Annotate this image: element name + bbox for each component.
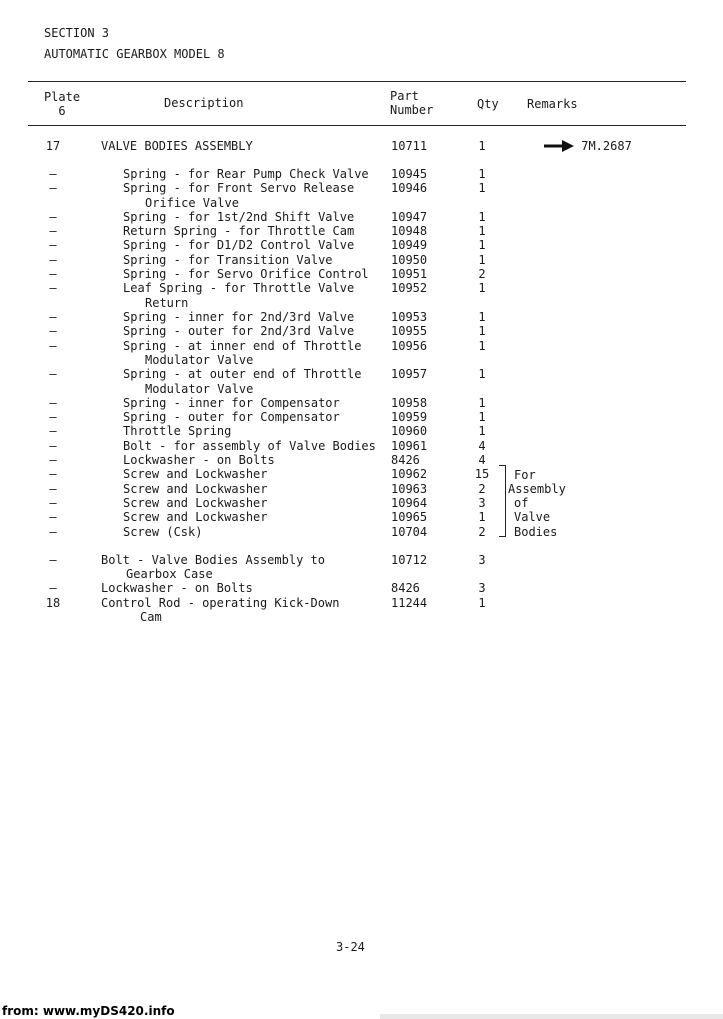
part-number-cell: 10956 bbox=[391, 339, 428, 353]
plate-cell: – bbox=[49, 553, 57, 567]
description-cell: Spring - outer for Compensator bbox=[123, 410, 340, 424]
plate-cell: – bbox=[49, 324, 57, 338]
plate-cell: – bbox=[49, 181, 57, 195]
table-row bbox=[0, 467, 723, 481]
plate-cell: – bbox=[49, 482, 57, 496]
table-row bbox=[0, 439, 723, 453]
description-cell: Modulator Valve bbox=[145, 353, 254, 367]
qty-cell: 15 bbox=[474, 467, 490, 481]
qty-cell: 1 bbox=[478, 139, 486, 153]
table-row bbox=[0, 396, 723, 410]
qty-cell: 4 bbox=[478, 453, 486, 467]
table-row bbox=[0, 167, 723, 181]
qty-cell: 3 bbox=[478, 553, 486, 567]
table-top-rule bbox=[28, 81, 686, 82]
table-row bbox=[0, 353, 723, 367]
table-row bbox=[0, 567, 723, 581]
remark-reference-text: 7M.2687 bbox=[581, 139, 632, 153]
plate-cell: – bbox=[49, 167, 57, 181]
description-cell: Return Spring - for Throttle Cam bbox=[123, 224, 355, 238]
part-number-cell: 8426 bbox=[391, 453, 420, 467]
table-row bbox=[0, 224, 723, 238]
qty-cell: 1 bbox=[478, 410, 486, 424]
part-number-cell: 10947 bbox=[391, 210, 428, 224]
plate-cell: – bbox=[49, 510, 57, 524]
description-cell: Screw and Lockwasher bbox=[123, 510, 268, 524]
qty-cell: 1 bbox=[478, 310, 486, 324]
table-row bbox=[0, 253, 723, 267]
description-cell: Lockwasher - on Bolts bbox=[123, 453, 275, 467]
table-header-rule bbox=[28, 125, 686, 126]
qty-cell: 1 bbox=[478, 424, 486, 438]
plate-cell: – bbox=[49, 224, 57, 238]
description-cell: Modulator Valve bbox=[145, 382, 254, 396]
qty-cell: 1 bbox=[478, 281, 486, 295]
description-cell: Spring - at inner end of Throttle bbox=[123, 339, 362, 353]
description-cell: Leaf Spring - for Throttle Valve bbox=[123, 281, 355, 295]
section-label: SECTION 3 bbox=[44, 26, 110, 40]
table-row bbox=[0, 281, 723, 295]
part-number-cell: 10946 bbox=[391, 181, 428, 195]
part-number-cell: 10712 bbox=[391, 553, 428, 567]
part-number-cell: 10949 bbox=[391, 238, 428, 252]
part-number-cell: 10953 bbox=[391, 310, 428, 324]
part-number-cell: 10951 bbox=[391, 267, 428, 281]
table-row bbox=[0, 610, 723, 624]
description-cell: Return bbox=[145, 296, 189, 310]
part-number-cell: 11244 bbox=[391, 596, 428, 610]
table-row bbox=[0, 482, 723, 496]
description-cell: Gearbox Case bbox=[126, 567, 213, 581]
description-cell: Control Rod - operating Kick-Down bbox=[101, 596, 340, 610]
part-number-cell: 10961 bbox=[391, 439, 428, 453]
table-row bbox=[0, 525, 723, 539]
part-number-cell: 10958 bbox=[391, 396, 428, 410]
table-row bbox=[0, 382, 723, 396]
table-row bbox=[0, 181, 723, 195]
qty-cell: 1 bbox=[478, 396, 486, 410]
qty-cell: 1 bbox=[478, 181, 486, 195]
part-number-cell: 10963 bbox=[391, 482, 428, 496]
source-footer: from: www.myDS420.info bbox=[2, 1004, 175, 1018]
qty-cell: 1 bbox=[478, 510, 486, 524]
table-row bbox=[0, 424, 723, 438]
plate-cell: – bbox=[49, 367, 57, 381]
qty-cell: 1 bbox=[478, 238, 486, 252]
qty-cell: 1 bbox=[478, 210, 486, 224]
remark-group-of: of bbox=[514, 496, 529, 510]
part-number-cell: 10960 bbox=[391, 424, 428, 438]
table-row bbox=[0, 296, 723, 310]
qty-cell: 1 bbox=[478, 339, 486, 353]
qty-cell: 1 bbox=[478, 167, 486, 181]
description-cell: Screw and Lockwasher bbox=[123, 482, 268, 496]
description-cell: Spring - for Servo Orifice Control bbox=[123, 267, 369, 281]
description-cell: Bolt - for assembly of Valve Bodies bbox=[123, 439, 376, 453]
part-number-cell: 10711 bbox=[391, 139, 428, 153]
description-cell: Spring - inner for 2nd/3rd Valve bbox=[123, 310, 355, 324]
part-number-cell: 10945 bbox=[391, 167, 428, 181]
plate-cell: – bbox=[49, 339, 57, 353]
table-row bbox=[0, 210, 723, 224]
part-number-cell: 10948 bbox=[391, 224, 428, 238]
description-cell: Spring - for Front Servo Release bbox=[123, 181, 355, 195]
table-row bbox=[0, 196, 723, 210]
plate-cell: – bbox=[49, 281, 57, 295]
plate-cell: 17 bbox=[45, 139, 61, 153]
page-number: 3-24 bbox=[336, 940, 365, 954]
part-number-cell: 10962 bbox=[391, 467, 428, 481]
table-row bbox=[0, 238, 723, 252]
qty-cell: 3 bbox=[478, 581, 486, 595]
part-number-cell: 10950 bbox=[391, 253, 428, 267]
qty-cell: 2 bbox=[478, 482, 486, 496]
plate-cell: – bbox=[49, 581, 57, 595]
part-number-cell: 10959 bbox=[391, 410, 428, 424]
table-row bbox=[0, 510, 723, 524]
qty-cell: 1 bbox=[478, 253, 486, 267]
remark-bracket-bottom bbox=[499, 524, 506, 537]
description-cell: Screw (Csk) bbox=[123, 525, 203, 539]
plate-cell: – bbox=[49, 410, 57, 424]
plate-cell: – bbox=[49, 267, 57, 281]
qty-cell: 3 bbox=[478, 496, 486, 510]
description-cell: VALVE BODIES ASSEMBLY bbox=[101, 139, 253, 153]
table-row bbox=[0, 267, 723, 281]
part-number-cell: 10955 bbox=[391, 324, 428, 338]
description-cell: Orifice Valve bbox=[145, 196, 239, 210]
qty-cell: 1 bbox=[478, 224, 486, 238]
description-cell: Throttle Spring bbox=[123, 424, 232, 438]
qty-cell: 1 bbox=[478, 324, 486, 338]
remark-group-valve: Valve bbox=[514, 510, 551, 524]
qty-cell: 1 bbox=[478, 596, 486, 610]
plate-cell: – bbox=[49, 467, 57, 481]
remark-reference bbox=[544, 139, 632, 153]
remark-group-assembly: Assembly bbox=[508, 482, 566, 496]
plate-cell: – bbox=[49, 453, 57, 467]
table-row bbox=[0, 496, 723, 510]
plate-cell: – bbox=[49, 396, 57, 410]
qty-cell: 2 bbox=[478, 267, 486, 281]
table-row bbox=[0, 310, 723, 324]
col-header-plate: Plate 6 bbox=[43, 90, 81, 118]
description-cell: Spring - at outer end of Throttle bbox=[123, 367, 362, 381]
plate-cell: – bbox=[49, 238, 57, 252]
table-row bbox=[0, 324, 723, 338]
table-row bbox=[0, 339, 723, 353]
part-number-cell: 10704 bbox=[391, 525, 428, 539]
description-cell: Spring - outer for 2nd/3rd Valve bbox=[123, 324, 355, 338]
table-row bbox=[0, 581, 723, 595]
remark-group-for: For bbox=[514, 468, 536, 482]
plate-cell: – bbox=[49, 496, 57, 510]
description-cell: Spring - for 1st/2nd Shift Valve bbox=[123, 210, 355, 224]
table-row bbox=[0, 453, 723, 467]
table-row bbox=[0, 553, 723, 567]
description-cell: Screw and Lockwasher bbox=[123, 467, 268, 481]
plate-cell: – bbox=[49, 525, 57, 539]
description-cell: Spring - for Transition Valve bbox=[123, 253, 333, 267]
description-cell: Lockwasher - on Bolts bbox=[101, 581, 253, 595]
part-number-cell: 10965 bbox=[391, 510, 428, 524]
remark-group-bodies: Bodies bbox=[514, 525, 558, 539]
description-cell: Cam bbox=[140, 610, 162, 624]
table-row bbox=[0, 410, 723, 424]
plate-cell: – bbox=[49, 253, 57, 267]
part-number-cell: 10964 bbox=[391, 496, 428, 510]
remark-bracket-line bbox=[505, 466, 506, 530]
description-cell: Spring - for Rear Pump Check Valve bbox=[123, 167, 369, 181]
footer-shade bbox=[380, 1014, 723, 1019]
arrow-right-icon bbox=[544, 139, 574, 153]
model-title: AUTOMATIC GEARBOX MODEL 8 bbox=[44, 47, 225, 61]
plate-cell: – bbox=[49, 439, 57, 453]
part-number-cell: 10957 bbox=[391, 367, 428, 381]
plate-cell: – bbox=[49, 210, 57, 224]
qty-cell: 2 bbox=[478, 525, 486, 539]
description-cell: Screw and Lockwasher bbox=[123, 496, 268, 510]
col-header-remarks: Remarks bbox=[527, 97, 578, 111]
plate-cell: – bbox=[49, 310, 57, 324]
col-header-part-number: Part Number bbox=[390, 89, 434, 117]
description-cell: Spring - inner for Compensator bbox=[123, 396, 340, 410]
col-header-qty: Qty bbox=[477, 97, 499, 111]
qty-cell: 4 bbox=[478, 439, 486, 453]
qty-cell: 1 bbox=[478, 367, 486, 381]
table-row bbox=[0, 596, 723, 610]
part-number-cell: 8426 bbox=[391, 581, 420, 595]
part-number-cell: 10952 bbox=[391, 281, 428, 295]
table-row bbox=[0, 367, 723, 381]
description-cell: Bolt - Valve Bodies Assembly to bbox=[101, 553, 325, 567]
col-header-description: Description bbox=[164, 96, 244, 110]
plate-cell: – bbox=[49, 424, 57, 438]
plate-cell: 18 bbox=[45, 596, 61, 610]
description-cell: Spring - for D1/D2 Control Valve bbox=[123, 238, 355, 252]
